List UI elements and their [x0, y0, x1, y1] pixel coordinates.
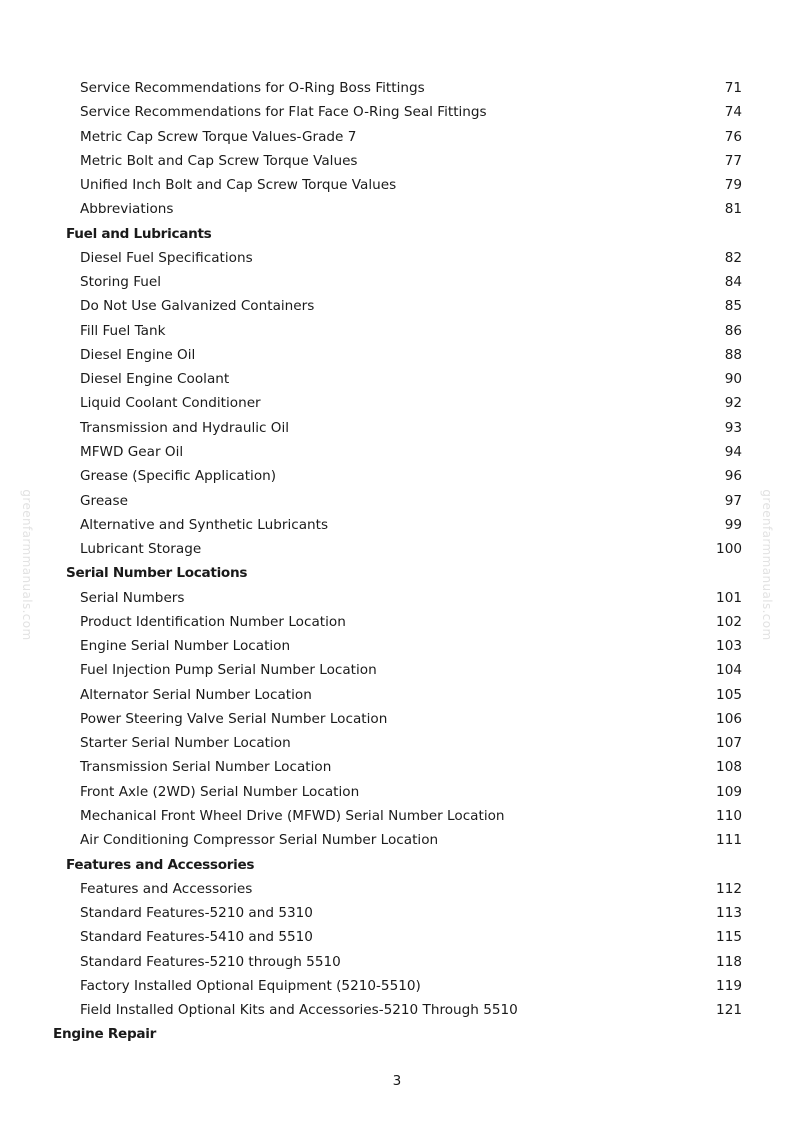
toc-page-number: 85 — [724, 298, 742, 315]
toc-title: Alternative and Synthetic Lubricants — [80, 516, 329, 533]
toc-entry[interactable] — [0, 537, 794, 561]
toc-page-number: 99 — [724, 516, 742, 533]
toc-section-heading[interactable] — [0, 853, 794, 877]
toc-title: Fill Fuel Tank — [80, 322, 166, 339]
toc-page-number: 103 — [716, 638, 742, 655]
toc-page-number: 112 — [716, 880, 742, 897]
toc-title: Factory Installed Optional Equipment (5210-5510) — [80, 977, 421, 994]
toc-page-number: 92 — [724, 395, 742, 412]
toc-title: Engine Serial Number Location — [80, 638, 291, 655]
watermark-left-text: greenfarmmanuals.com — [20, 489, 34, 641]
toc-entry[interactable] — [0, 658, 794, 682]
toc-section-heading[interactable] — [0, 222, 794, 246]
toc-title: Alternator Serial Number Location — [80, 686, 312, 703]
toc-entry[interactable] — [0, 707, 794, 731]
toc-entry[interactable] — [0, 755, 794, 779]
toc-entry[interactable] — [0, 610, 794, 634]
toc-title: Lubricant Storage — [80, 541, 202, 558]
toc-title: Diesel Fuel Specifications — [80, 249, 253, 266]
toc-title: Metric Cap Screw Torque Values-Grade 7 — [80, 128, 357, 145]
toc-entry[interactable] — [0, 998, 794, 1022]
toc-page-number: 76 — [724, 128, 742, 145]
toc-title: Diesel Engine Oil — [80, 346, 196, 363]
toc-title: Transmission and Hydraulic Oil — [80, 419, 290, 436]
toc-page-number: 101 — [716, 589, 742, 606]
toc-page-number: 97 — [724, 492, 742, 509]
toc-title: Grease — [80, 492, 128, 509]
toc-entry[interactable] — [0, 780, 794, 804]
toc-entry[interactable] — [0, 513, 794, 537]
toc-entry[interactable] — [0, 149, 794, 173]
toc-entry[interactable] — [0, 367, 794, 391]
toc-title: Standard Features-5210 through 5510 — [80, 953, 341, 970]
toc-entry[interactable] — [0, 246, 794, 270]
toc-title: Unified Inch Bolt and Cap Screw Torque Values — [80, 177, 397, 194]
toc-entry[interactable] — [0, 197, 794, 221]
toc-title: Diesel Engine Coolant — [80, 371, 230, 388]
toc-title: Power Steering Valve Serial Number Location — [80, 710, 388, 727]
toc-entry[interactable] — [0, 416, 794, 440]
toc-entry[interactable] — [0, 76, 794, 100]
toc-entry[interactable] — [0, 974, 794, 998]
toc-entry[interactable] — [0, 270, 794, 294]
toc-title: Serial Number Locations — [66, 565, 248, 582]
toc-page-number: 74 — [724, 104, 742, 121]
toc-page-number: 108 — [716, 759, 742, 776]
toc-title: Metric Bolt and Cap Screw Torque Values — [80, 152, 358, 169]
toc-entry[interactable] — [0, 586, 794, 610]
toc-title: MFWD Gear Oil — [80, 443, 184, 460]
toc-title: Fuel and Lubricants — [66, 225, 212, 242]
toc-page-number: 88 — [724, 346, 742, 363]
toc-title: Liquid Coolant Conditioner — [80, 395, 261, 412]
toc-page-number: 106 — [716, 710, 742, 727]
toc-page-number: 115 — [716, 929, 742, 946]
toc-entry[interactable] — [0, 683, 794, 707]
toc-title: Engine Repair — [53, 1026, 157, 1043]
toc-title: Front Axle (2WD) Serial Number Location — [80, 783, 360, 800]
toc-page-number: 118 — [716, 953, 742, 970]
toc-entry[interactable] — [0, 634, 794, 658]
toc-page-number: 102 — [716, 613, 742, 630]
toc-title: Standard Features-5410 and 5510 — [80, 929, 313, 946]
toc-page-number: 93 — [724, 419, 742, 436]
toc-title: Storing Fuel — [80, 274, 162, 291]
toc-title: Do Not Use Galvanized Containers — [80, 298, 315, 315]
toc-page-number: 113 — [716, 905, 742, 922]
toc-page-number: 84 — [724, 274, 742, 291]
toc-page-number: 90 — [724, 371, 742, 388]
toc-title: Standard Features-5210 and 5310 — [80, 905, 313, 922]
toc-entry[interactable] — [0, 440, 794, 464]
toc-page-number: 86 — [724, 322, 742, 339]
watermark-right-text: greenfarmmanuals.com — [760, 489, 774, 641]
toc-title: Serial Numbers — [80, 589, 185, 606]
toc-page-number: 107 — [716, 735, 742, 752]
toc-entry[interactable] — [0, 294, 794, 318]
toc-entry[interactable] — [0, 489, 794, 513]
toc-title: Field Installed Optional Kits and Accessories-5210 Through 5510 — [80, 1002, 518, 1019]
table-of-contents — [0, 76, 794, 1047]
toc-page-number: 110 — [716, 807, 742, 824]
toc-entry[interactable] — [0, 391, 794, 415]
toc-page-number: 100 — [716, 541, 742, 558]
toc-title: Features and Accessories — [66, 856, 255, 873]
toc-title: Service Recommendations for Flat Face O-Ring Seal Fittings — [80, 104, 487, 121]
toc-title: Air Conditioning Compressor Serial Number Location — [80, 832, 439, 849]
toc-title: Grease (Specific Application) — [80, 468, 277, 485]
toc-entry[interactable] — [0, 319, 794, 343]
toc-title: Transmission Serial Number Location — [80, 759, 332, 776]
toc-title: Service Recommendations for O-Ring Boss Fittings — [80, 80, 425, 96]
toc-page-number: 81 — [724, 201, 742, 218]
toc-entry[interactable] — [0, 901, 794, 925]
toc-title: Fuel Injection Pump Serial Number Location — [80, 662, 377, 679]
toc-entry[interactable] — [0, 100, 794, 124]
toc-title: Mechanical Front Wheel Drive (MFWD) Serial Number Location — [80, 807, 505, 824]
toc-page-number: 77 — [724, 152, 742, 169]
toc-entry[interactable] — [0, 731, 794, 755]
toc-page-number: 71 — [724, 80, 742, 96]
page-number: 3 — [392, 1073, 402, 1089]
toc-entry[interactable] — [0, 464, 794, 488]
toc-title: Features and Accessories — [80, 880, 253, 897]
toc-entry[interactable] — [0, 877, 794, 901]
toc-page-number: 104 — [716, 662, 742, 679]
toc-page-number: 111 — [716, 832, 742, 849]
toc-page-number: 94 — [724, 443, 742, 460]
toc-page-number: 119 — [716, 977, 742, 994]
toc-entry[interactable] — [0, 828, 794, 852]
toc-title: Starter Serial Number Location — [80, 735, 291, 752]
toc-entry[interactable] — [0, 343, 794, 367]
toc-chapter-heading[interactable] — [0, 1022, 794, 1046]
toc-entry[interactable] — [0, 125, 794, 149]
toc-entry[interactable] — [0, 950, 794, 974]
toc-entry[interactable] — [0, 173, 794, 197]
toc-title: Product Identification Number Location — [80, 613, 346, 630]
toc-entry[interactable] — [0, 925, 794, 949]
toc-entry[interactable] — [0, 804, 794, 828]
toc-page-number: 109 — [716, 783, 742, 800]
toc-page-number: 82 — [724, 249, 742, 266]
toc-page-number: 96 — [724, 468, 742, 485]
toc-title: Abbreviations — [80, 201, 174, 218]
toc-page-number: 79 — [724, 177, 742, 194]
toc-page-number: 121 — [716, 1002, 742, 1019]
toc-page-number: 105 — [716, 686, 742, 703]
toc-section-heading[interactable] — [0, 561, 794, 585]
